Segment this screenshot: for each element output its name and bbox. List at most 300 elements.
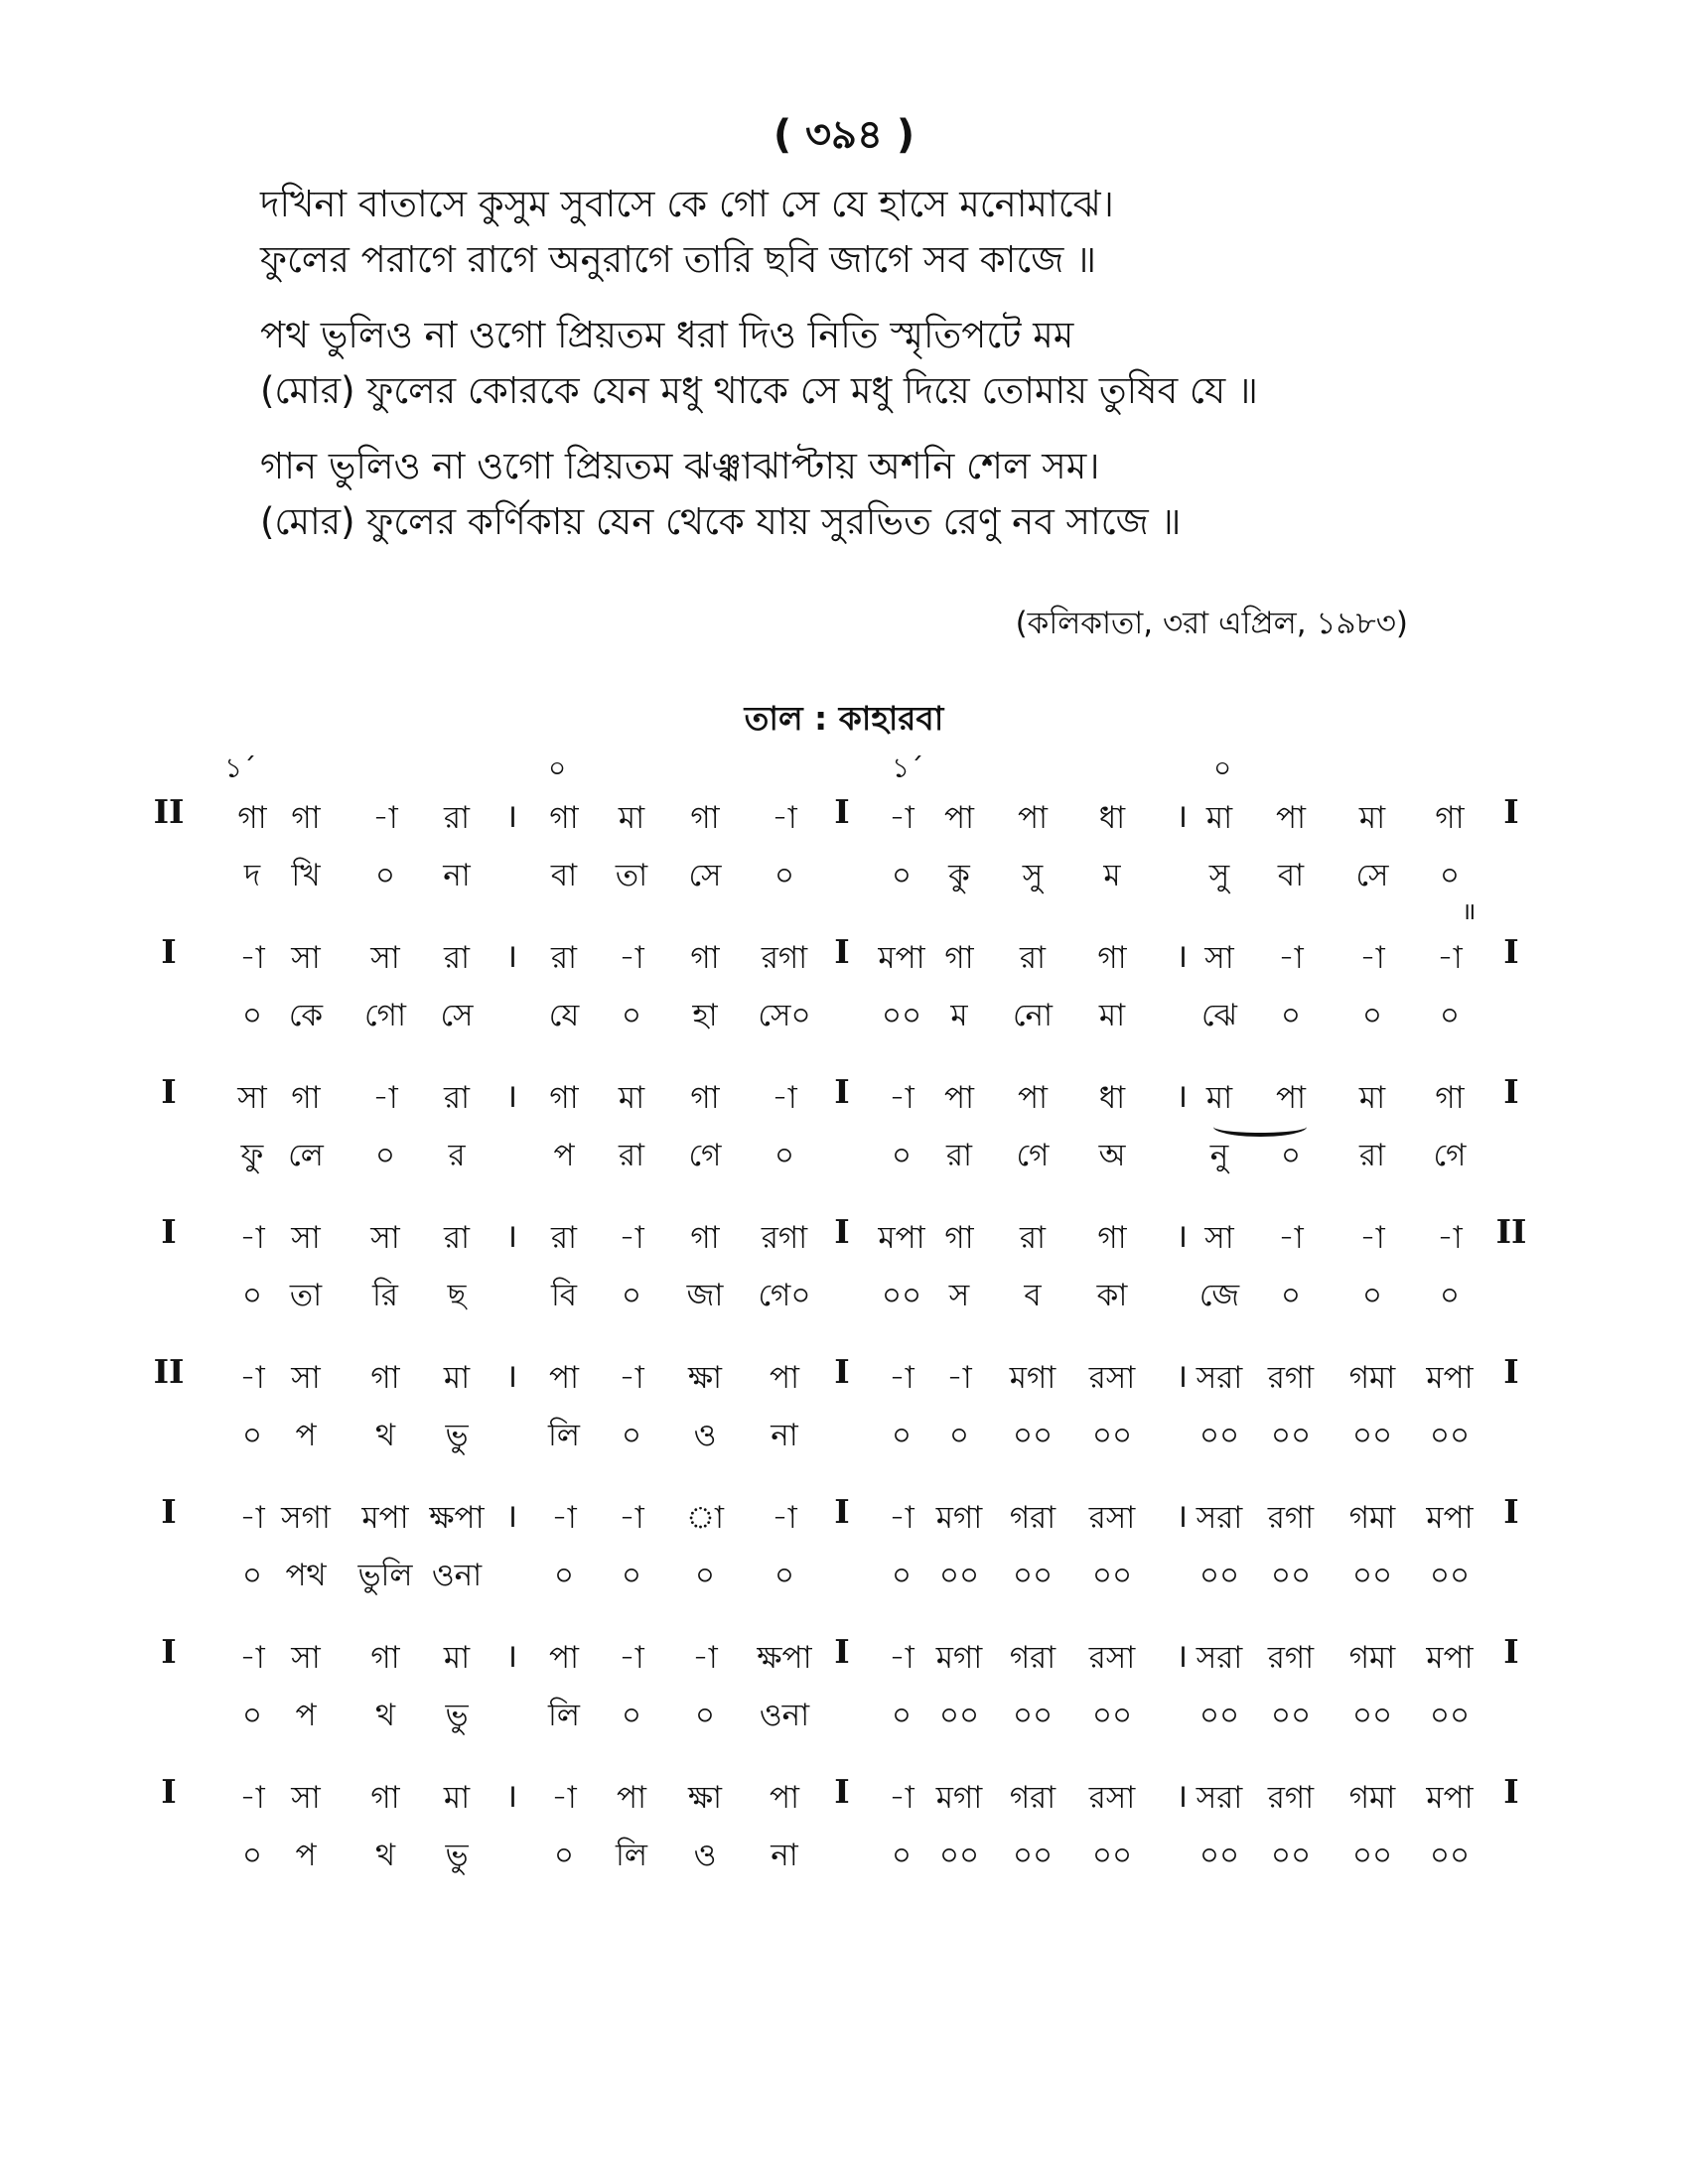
swara-note: মপা <box>878 1220 925 1256</box>
lyric-syllable: তা <box>615 858 648 893</box>
lyric-syllable: ০০ <box>881 1278 922 1313</box>
tala-heading: তাল : কাহারবা <box>744 699 944 738</box>
lyric-syllable: ০ <box>1439 998 1461 1033</box>
lyric-line: দখিনা বাতাসে কুসুম সুবাসে কে গো সে যে হাসে মনোমাঝে। <box>260 183 1114 225</box>
swara-note: রগা <box>1267 1500 1315 1536</box>
lyric-syllable: রা <box>945 1138 973 1173</box>
lyric-syllable: খি <box>291 858 321 893</box>
lyric-syllable: বা <box>550 858 578 893</box>
swara-note: রগা <box>1267 1780 1315 1816</box>
lyric-line: গান ভুলিও না ওগো প্রিয়তম ঝঞ্ঝাঝাপ্টায় অশনি শেল সম। <box>260 445 1100 487</box>
swara-note: মপা <box>878 940 925 976</box>
swara-note: রসা <box>1088 1640 1136 1676</box>
composition-date-note: (কলিকাতা, ৩রা এপ্রিল, ১৯৮৩) <box>1015 606 1408 641</box>
swara-note: -া <box>1278 940 1304 976</box>
lyric-syllable: সে০ <box>758 998 811 1033</box>
swara-note: -া <box>889 1360 914 1396</box>
lyric-syllable: গে <box>1016 1138 1050 1173</box>
lyric-syllable: না <box>771 1418 798 1453</box>
swara-note: সরা <box>1196 1780 1243 1816</box>
lyric-syllable: ০০ <box>1351 1838 1393 1873</box>
lyric-syllable: ০০ <box>881 998 922 1033</box>
lyric-syllable: ০০ <box>1012 1558 1054 1593</box>
swara-note: মা <box>1358 800 1386 836</box>
lyric-syllable: জে <box>1198 1278 1240 1313</box>
lyric-syllable: ০ <box>1280 1278 1302 1313</box>
notation-row <box>0 1214 1688 1354</box>
lyric-syllable: ০০ <box>1012 1418 1054 1453</box>
lyric-syllable: ০ <box>694 1558 716 1593</box>
swara-note: গা <box>690 1080 720 1116</box>
lyric-syllable: বা <box>1277 858 1305 893</box>
swara-note: পা <box>1017 1080 1049 1116</box>
swara-note: মগা <box>1009 1360 1056 1396</box>
lyric-syllable: কে <box>288 998 324 1033</box>
swara-note: সা <box>291 940 321 976</box>
bar-line: । <box>504 796 518 835</box>
lyric-syllable: ভু <box>445 1698 469 1733</box>
lyric-syllable: ০০ <box>1091 1838 1133 1873</box>
bar-line: I <box>161 932 177 971</box>
swara-note: ক্ষা <box>687 1360 723 1396</box>
lyric-syllable: ০ <box>891 1558 913 1593</box>
bar-line: । <box>1175 1216 1189 1255</box>
lyric-syllable: লে <box>288 1138 324 1173</box>
notation-row <box>0 1774 1688 1914</box>
swara-note: গা <box>1097 1220 1127 1256</box>
stanza <box>260 177 1452 288</box>
swara-note: সগা <box>281 1500 331 1536</box>
lyric-syllable: থ <box>374 1418 396 1453</box>
swara-note: গা <box>1097 940 1127 976</box>
lyric-syllable: ০০ <box>1270 1698 1312 1733</box>
lyric-syllable: ও <box>693 1838 717 1873</box>
swara-note: -া <box>239 940 265 976</box>
swara-note: গা <box>690 800 720 836</box>
swara-note: গমা <box>1348 1360 1396 1396</box>
lyric-syllable: ০ <box>1361 998 1383 1033</box>
swara-note: রগা <box>761 940 808 976</box>
bar-line: II <box>153 1352 185 1391</box>
swara-note: মপা <box>361 1500 409 1536</box>
lyric-syllable: না <box>443 858 471 893</box>
bar-line: I <box>1503 1772 1519 1811</box>
lyric-syllable: সু <box>1022 858 1044 893</box>
lyric-line: ফুলের পরাগে রাগে অনুরাগে তারি ছবি জাগে সব কাজে ॥ <box>260 238 1097 281</box>
lyric-syllable: স <box>948 1278 970 1313</box>
lyric-syllable: থ <box>374 1698 396 1733</box>
lyric-syllable: ০ <box>1280 1138 1302 1173</box>
swara-note: -া <box>946 1360 972 1396</box>
swara-note: মপা <box>1426 1360 1474 1396</box>
lyric-syllable: ০০ <box>938 1558 980 1593</box>
lyric-syllable: সে <box>440 998 474 1033</box>
lyric-syllable: ০ <box>891 1138 913 1173</box>
lyric-syllable: ০ <box>1439 1278 1461 1313</box>
lyric-syllable: সে <box>1355 858 1389 893</box>
swara-note: ক্ষপা <box>757 1640 812 1676</box>
swara-note: গমা <box>1348 1640 1396 1676</box>
swara-note: সা <box>370 1220 400 1256</box>
swara-note: -া <box>1437 940 1463 976</box>
lyric-syllable: থ <box>374 1838 396 1873</box>
notation-row <box>0 897 1688 1074</box>
bar-line: । <box>504 1776 518 1815</box>
bar-line: I <box>834 1492 850 1531</box>
tala-marker-sam: ১´ <box>892 751 924 784</box>
lyric-syllable: ০০ <box>1270 1838 1312 1873</box>
swara-note: মা <box>1205 1080 1233 1116</box>
lyric-syllable: ০ <box>1439 858 1461 893</box>
bar-line: I <box>834 1072 850 1111</box>
swara-note: -া <box>772 1080 797 1116</box>
bar-line: I <box>161 1772 177 1811</box>
lyric-syllable: ০০ <box>938 1698 980 1733</box>
lyric-syllable: রা <box>618 1138 645 1173</box>
lyric-syllable: ০ <box>1361 1278 1383 1313</box>
lyric-syllable: ০০ <box>1198 1838 1240 1873</box>
bar-line: I <box>161 1492 177 1531</box>
swara-note: মগা <box>935 1500 983 1536</box>
lyric-syllable: প <box>553 1138 575 1173</box>
swara-note: রসা <box>1088 1780 1136 1816</box>
bar-line: । <box>1175 796 1189 835</box>
lyric-syllable: ভু <box>445 1418 469 1453</box>
lyric-syllable: ০ <box>241 998 263 1033</box>
bar-line: I <box>834 1632 850 1671</box>
tala-marker-khali: ০ <box>1213 751 1232 784</box>
lyric-syllable: ওনা <box>431 1558 483 1593</box>
lyric-syllable: যে <box>548 998 580 1033</box>
swara-note: -া <box>372 1080 398 1116</box>
lyric-syllable: ০ <box>891 1698 913 1733</box>
swara-note: রা <box>1019 1220 1047 1256</box>
bar-line: I <box>161 1072 177 1111</box>
swara-note: রা <box>1019 940 1047 976</box>
lyric-syllable: প <box>295 1418 317 1453</box>
bar-line: । <box>1175 1076 1189 1115</box>
notation-row <box>0 1074 1688 1214</box>
lyric-syllable: ০ <box>241 1418 263 1453</box>
lyric-syllable: ০০ <box>1351 1418 1393 1453</box>
lyric-line: পথ ভুলিও না ওগো প্রিয়তম ধরা দিও নিতি স্মৃতিপটে মম <box>260 314 1074 356</box>
lyric-syllable: ০ <box>553 1838 575 1873</box>
swara-note: সরা <box>1196 1640 1243 1676</box>
lyric-syllable: ০ <box>948 1418 970 1453</box>
swara-note: -া <box>772 1500 797 1536</box>
lyric-syllable: প <box>295 1698 317 1733</box>
swara-note: পা <box>769 1780 800 1816</box>
bar-line: I <box>1503 932 1519 971</box>
swara-note: -া <box>619 1500 644 1536</box>
lyric-syllable: লি <box>616 1838 647 1873</box>
swara-note: মগা <box>935 1640 983 1676</box>
lyric-syllable: ০ <box>1280 998 1302 1033</box>
swara-note: -া <box>692 1640 718 1676</box>
bar-line: I <box>1503 792 1519 831</box>
lyric-syllable: ০০ <box>1198 1698 1240 1733</box>
tala-marker-sam: ১´ <box>224 751 257 784</box>
bar-line: । <box>1175 936 1189 975</box>
swara-note: সা <box>291 1780 321 1816</box>
swara-note: মা <box>1358 1080 1386 1116</box>
bar-line: । <box>504 1216 518 1255</box>
lyric-syllable: ম <box>950 998 968 1033</box>
lyric-syllable: ০ <box>241 1558 263 1593</box>
swara-note: পা <box>1017 800 1049 836</box>
lyric-syllable: ম <box>1103 858 1121 893</box>
swara-note: ক্ষপা <box>429 1500 485 1536</box>
tala-marker-khali: ০ <box>548 751 567 784</box>
swara-note: গমা <box>1348 1780 1396 1816</box>
bar-line: I <box>1503 1352 1519 1391</box>
bar-line: I <box>834 1212 850 1251</box>
lyric-syllable: ০ <box>374 858 396 893</box>
swara-note: মপা <box>1426 1780 1474 1816</box>
bar-line: । <box>504 1076 518 1115</box>
swara-note: -া <box>1437 1220 1463 1256</box>
bar-line: । <box>504 1636 518 1675</box>
lyric-syllable: ০০ <box>1351 1558 1393 1593</box>
lyric-syllable: কা <box>1096 1278 1128 1313</box>
meend-slur <box>1213 1117 1307 1137</box>
swara-note: -া <box>239 1640 265 1676</box>
lyric-syllable: ও <box>693 1418 717 1453</box>
swara-note: -া <box>239 1220 265 1256</box>
swara-note: -া <box>372 800 398 836</box>
swara-note: গা <box>690 940 720 976</box>
lyric-syllable: ০০ <box>1091 1698 1133 1733</box>
swara-note: গা <box>549 800 579 836</box>
lyric-syllable: ০০ <box>1270 1418 1312 1453</box>
swara-note: মা <box>618 1080 645 1116</box>
page-number: ( ৩৯৪ ) <box>773 112 915 158</box>
swara-note: মা <box>1205 800 1233 836</box>
swara-note: ক্ষা <box>687 1780 723 1816</box>
swara-note: -া <box>889 1640 914 1676</box>
swara-note: -া <box>889 1080 914 1116</box>
swara-note: -া <box>551 1500 577 1536</box>
lyric-syllable: ০০ <box>1091 1418 1133 1453</box>
lyric-syllable: তা <box>289 1278 323 1313</box>
lyric-syllable: ০ <box>241 1838 263 1873</box>
lyric-syllable: নু <box>1209 1138 1229 1173</box>
swara-note: রা <box>443 800 471 836</box>
lyric-line: (মোর) ফুলের কোরকে যেন মধু থাকে সে মধু দিয়ে তোমায় তুষিব যে ॥ <box>260 369 1258 412</box>
lyric-syllable: লি <box>548 1418 580 1453</box>
lyric-syllable: ০ <box>891 1838 913 1873</box>
swara-note: পা <box>548 1640 580 1676</box>
swara-note: গা <box>944 1220 974 1256</box>
tala-markers <box>0 747 1688 786</box>
bar-line: I <box>1503 1632 1519 1671</box>
swara-note: -া <box>1359 1220 1385 1256</box>
notation-row <box>0 1494 1688 1634</box>
lyric-syllable: ০০ <box>1012 1838 1054 1873</box>
swara-note: গা <box>1435 1080 1465 1116</box>
lyric-syllable: প <box>295 1838 317 1873</box>
swara-note: গা <box>549 1080 579 1116</box>
swara-note: ধা <box>1098 800 1126 836</box>
swara-note: -া <box>239 1360 265 1396</box>
swara-note: সা <box>291 1640 321 1676</box>
lyric-syllable: সু <box>1208 858 1230 893</box>
bar-line: । <box>504 1496 518 1535</box>
lyric-syllable: ০ <box>891 858 913 893</box>
swara-note: -া <box>772 800 797 836</box>
swara-note: সা <box>1204 1220 1234 1256</box>
swaralipi-notation <box>0 794 1688 1914</box>
bar-line: । <box>1175 1636 1189 1675</box>
swara-note: গমা <box>1348 1500 1396 1536</box>
lyric-syllable: ০ <box>241 1278 263 1313</box>
lyric-syllable: ওনা <box>759 1698 810 1733</box>
swara-note: গা <box>370 1360 400 1396</box>
swara-note: সা <box>370 940 400 976</box>
swara-note: -া <box>239 1500 265 1536</box>
lyric-syllable: গে০ <box>758 1278 811 1313</box>
swara-note: মা <box>443 1780 471 1816</box>
swara-note: -া <box>1359 940 1385 976</box>
swara-note: মপা <box>1426 1640 1474 1676</box>
lyric-syllable: ০০ <box>1270 1558 1312 1593</box>
swara-note: সরা <box>1196 1360 1243 1396</box>
swara-note: রা <box>443 1080 471 1116</box>
notation-row <box>0 1354 1688 1494</box>
swara-note: রসা <box>1088 1360 1136 1396</box>
swara-note: পা <box>943 1080 975 1116</box>
lyric-syllable: জা <box>686 1278 724 1313</box>
lyric-syllable: লি <box>548 1698 580 1733</box>
lyric-syllable: ব <box>1024 1278 1042 1313</box>
swara-note: -া <box>619 940 644 976</box>
swara-note: -া <box>239 1780 265 1816</box>
swara-note: গা <box>690 1220 720 1256</box>
swara-note: পা <box>1275 800 1307 836</box>
swara-note: গা <box>370 1780 400 1816</box>
bar-line: I <box>834 1772 850 1811</box>
swara-note: পা <box>769 1360 800 1396</box>
swara-note: পা <box>548 1360 580 1396</box>
lyric-syllable: ০ <box>694 1698 716 1733</box>
lyric-syllable: ছ <box>447 1278 467 1313</box>
swara-note: গরা <box>1009 1500 1056 1536</box>
lyric-line: (মোর) ফুলের কর্ণিকায় যেন থেকে যায় সুরভিত রেণু নব সাজে ॥ <box>260 500 1182 543</box>
swara-note: -া <box>619 1220 644 1256</box>
lyric-syllable: ০ <box>621 1418 642 1453</box>
lyric-syllable: ০০ <box>1429 1838 1471 1873</box>
section-end-mark: ॥ <box>1462 897 1477 925</box>
lyric-syllable: নো <box>1012 998 1054 1033</box>
lyric-syllable: ০ <box>621 1278 642 1313</box>
lyric-syllable: ০ <box>891 1418 913 1453</box>
lyric-syllable: ০ <box>774 1138 795 1173</box>
lyric-syllable: দ <box>243 858 261 893</box>
swara-note: রা <box>443 1220 471 1256</box>
lyric-syllable: সে <box>688 858 722 893</box>
swara-note: া <box>685 1500 724 1536</box>
swara-note: রগা <box>1267 1640 1315 1676</box>
swara-note: মগা <box>935 1780 983 1816</box>
bar-line: I <box>834 1352 850 1391</box>
swara-note: -া <box>619 1360 644 1396</box>
swara-note: সরা <box>1196 1500 1243 1536</box>
swara-note: -া <box>889 800 914 836</box>
stanza <box>260 439 1452 550</box>
bar-line: II <box>1495 1212 1527 1251</box>
lyric-syllable: ভুলি <box>357 1558 413 1593</box>
lyric-syllable: ০ <box>621 1558 642 1593</box>
lyric-syllable: বি <box>550 1278 578 1313</box>
lyric-syllable: ০০ <box>1429 1418 1471 1453</box>
lyric-syllable: গো <box>364 998 406 1033</box>
bar-line: I <box>834 792 850 831</box>
swara-note: পা <box>943 800 975 836</box>
swara-note: -া <box>889 1780 914 1816</box>
bar-line: II <box>153 792 185 831</box>
bar-line: । <box>1175 1496 1189 1535</box>
notation-row <box>0 794 1688 934</box>
swara-note: গরা <box>1009 1780 1056 1816</box>
bar-line: I <box>161 1632 177 1671</box>
lyric-syllable: ০ <box>553 1558 575 1593</box>
bar-line: । <box>504 1356 518 1395</box>
lyric-syllable: ০০ <box>1198 1418 1240 1453</box>
swara-note: মা <box>618 800 645 836</box>
swara-note: পা <box>1275 1080 1307 1116</box>
lyric-syllable: পথ <box>285 1558 327 1593</box>
swara-note: রগা <box>1267 1360 1315 1396</box>
swara-note: গা <box>944 940 974 976</box>
swara-note: গা <box>291 800 321 836</box>
stanza <box>260 308 1452 419</box>
lyric-syllable: ০ <box>241 1698 263 1733</box>
swara-note: রা <box>550 1220 578 1256</box>
lyric-syllable: না <box>771 1838 798 1873</box>
lyric-syllable: ০ <box>621 1698 642 1733</box>
lyric-syllable: ঝে <box>1200 998 1238 1033</box>
lyric-syllable: ০০ <box>1091 1558 1133 1593</box>
swara-note: রা <box>550 940 578 976</box>
lyric-syllable: কু <box>948 858 970 893</box>
lyric-syllable: ০ <box>774 858 795 893</box>
lyric-syllable: ০ <box>774 1558 795 1593</box>
bar-line: I <box>834 932 850 971</box>
swara-note: -া <box>619 1640 644 1676</box>
lyric-syllable: ০ <box>374 1138 396 1173</box>
swara-note: সা <box>291 1360 321 1396</box>
lyric-syllable: রা <box>1358 1138 1386 1173</box>
swara-note: সা <box>291 1220 321 1256</box>
lyric-syllable: হা <box>692 998 718 1033</box>
swara-note: মা <box>443 1360 471 1396</box>
lyric-syllable: ০০ <box>1429 1558 1471 1593</box>
swara-note: রগা <box>761 1220 808 1256</box>
swara-note: রসা <box>1088 1500 1136 1536</box>
bar-line: I <box>1503 1072 1519 1111</box>
swara-note: মা <box>443 1640 471 1676</box>
lyric-syllable: ভু <box>445 1838 469 1873</box>
lyric-syllable: অ <box>1098 1138 1126 1173</box>
lyric-syllable: ০০ <box>1012 1698 1054 1733</box>
swara-note: মপা <box>1426 1500 1474 1536</box>
swara-note: -া <box>889 1500 914 1536</box>
lyric-syllable: মা <box>1098 998 1126 1033</box>
swara-note: সা <box>1204 940 1234 976</box>
swara-note: গা <box>370 1640 400 1676</box>
lyric-syllable: রি <box>372 1278 398 1313</box>
lyric-syllable: গে <box>1433 1138 1467 1173</box>
